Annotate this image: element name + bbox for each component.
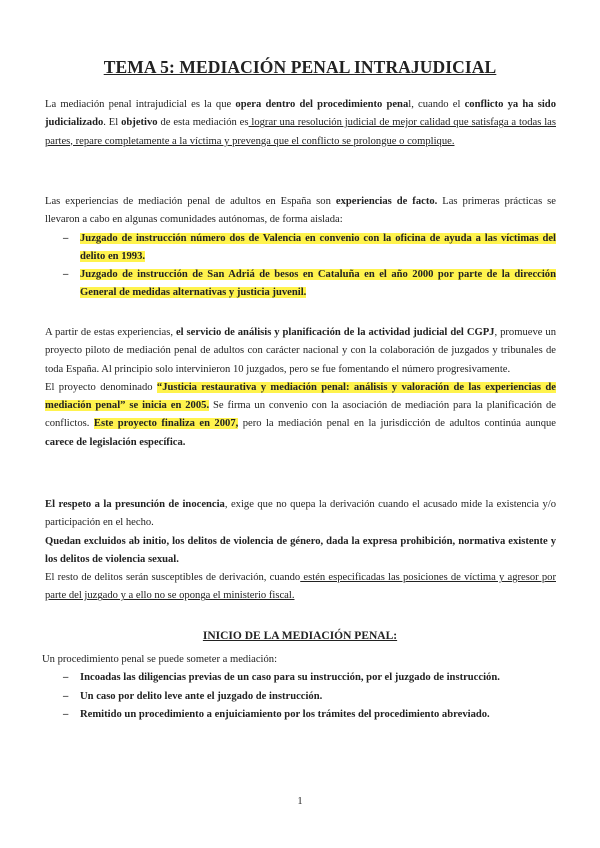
- bold-span: Un caso por delito leve ante el juzgado de instrucción.: [80, 690, 323, 702]
- section-intro: Un procedimiento penal se puede someter a mediación:: [42, 654, 278, 665]
- bold-span: carece de legislación específica.: [45, 436, 186, 448]
- text-span: , exige que no quepa la derivación cuando el acusado mide la existencia y/o participación en el hecho.: [45, 499, 557, 529]
- experiences-list: [45, 230, 556, 303]
- text-span: El proyecto denominado: [45, 381, 157, 393]
- list-item: [45, 266, 556, 303]
- text-span: pero la mediación penal en la jurisdicción de adultos continúa aunque: [238, 418, 556, 430]
- document-title: TEMA 5: MEDIACIÓN PENAL INTRAJUDICIAL: [103, 57, 497, 77]
- list-item: [45, 706, 556, 724]
- bold-span: conflicto ya ha sido judicializado: [45, 99, 556, 129]
- bold-span: Incoadas las diligencias previas de un caso para su instrucción, por el juzgado de instrucción.: [80, 672, 500, 684]
- text-span: l, cuando el: [408, 99, 465, 110]
- highlighted-text: “Justicia restaurativa y mediación penal: análisis y valoración de las experiencias de mediación penal” se inicia en 2005.: [45, 381, 556, 412]
- list-item: [45, 688, 556, 706]
- text-span: La mediación penal intrajudicial es la que: [45, 99, 236, 110]
- intro-paragraph: [45, 96, 556, 151]
- start-mediation-list: [45, 669, 556, 724]
- list-item: [45, 230, 556, 267]
- page-number: 1: [297, 796, 303, 807]
- cgpj-paragraph: [45, 324, 556, 452]
- text-span: , promueve un proyecto piloto de mediación penal de adultos con carácter nacional y con la colaboración de juzgados y tribunales de toda España. Al principio solo intervinieron 10 juzgados, pero se fue fomentando el número progresivamente.: [45, 327, 556, 375]
- section-heading: INICIO DE LA MEDIACIÓN PENAL:: [202, 630, 398, 642]
- highlighted-text: Juzgado de instrucción de San Adriá de besos en Cataluña en el año 2000 por parte de la dirección General de medidas alternativas y justicia juvenil.: [80, 269, 556, 299]
- text-span: de esta mediación es: [157, 117, 249, 129]
- text-span: Las experiencias de mediación penal de adultos en España son: [45, 196, 336, 207]
- presumption-paragraph: [45, 496, 556, 606]
- text-span: . El: [103, 117, 122, 129]
- experiences-paragraph: [45, 193, 556, 303]
- bold-span: el servicio de análisis y planificación de la actividad judicial del CGPJ: [175, 327, 495, 338]
- bold-span: experiencias de facto.: [335, 196, 438, 207]
- bold-span: objetivo: [121, 117, 158, 129]
- start-mediation-section: [42, 651, 556, 724]
- text-span: Las primeras prácticas se llevaron a cabo en algunas comunidades autónomas, de forma aislada:: [45, 196, 556, 226]
- underlined-span: estén especificadas las posiciones de víctima y agresor por parte del juzgado y a ello no se oponga el ministerio fiscal.: [45, 572, 556, 602]
- bold-span: Remitido un procedimiento a enjuiciamiento por los trámites del procedimiento abreviado.: [80, 708, 490, 720]
- text-span: El resto de delitos serán susceptibles de derivación, cuando: [45, 572, 301, 584]
- text-span: Se firma un convenio con la asociación de mediación para la planificación de conflictos.: [45, 400, 556, 430]
- list-item: [45, 669, 556, 687]
- highlighted-text: Juzgado de instrucción número dos de Valencia en convenio con la oficina de ayuda a las víctimas del delito en 1993.: [80, 232, 556, 262]
- underlined-span: lograr una resolución judicial de mejor calidad que satisfaga a todas las partes, repare completamente a la víctima y prevenga que el conflicto se prolongue o complique.: [45, 117, 556, 147]
- text-span: A partir de estas experiencias,: [45, 327, 176, 338]
- bold-span: opera dentro del procedimiento pena: [235, 99, 409, 110]
- bold-span: El respeto a la presunción de inocencia: [45, 499, 225, 510]
- highlighted-text: Este proyecto finaliza en 2007,: [93, 418, 239, 430]
- bold-span: Quedan excluidos ab initio, los delitos de violencia de género, dada la expresa prohibición, normativa existente y los delitos de violencia sexual.: [45, 535, 556, 565]
